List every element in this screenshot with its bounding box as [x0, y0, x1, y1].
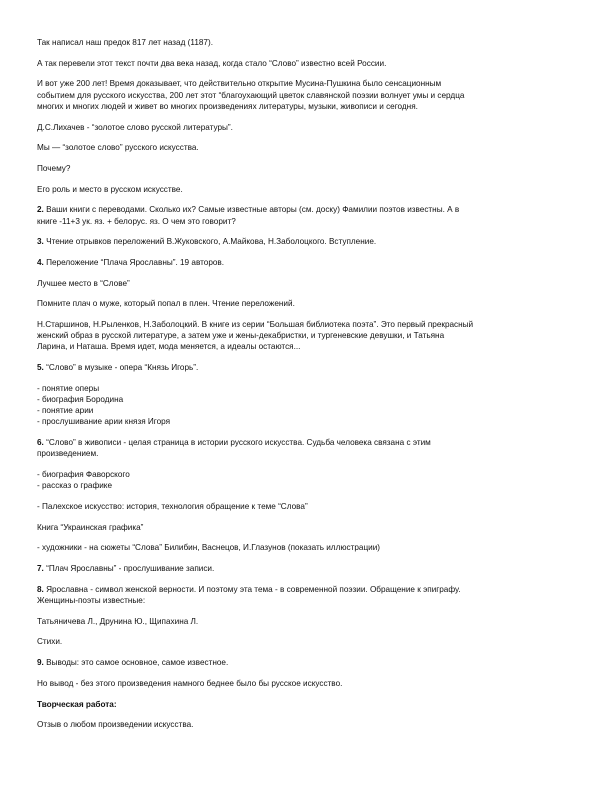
item-text: Ваши книги с переводами. Сколько их? Самые известные авторы (см. доску) Фамилии поэтов известны. А в книге -11+3 ук. яз. + белорус. яз. О чем это говорит? — [37, 205, 460, 226]
paragraph-poets: Татьяничева Л., Друнина Ю., Щипахина Л. — [37, 616, 199, 626]
item-text: “Слово” в живописи - целая страница в истории русского искусства. Судьба человека связана с этим произведением. — [37, 438, 431, 459]
paragraph-conclusion: Но вывод - без этого произведения намного беднее было бы русское искусство. — [37, 678, 343, 688]
item-9-paragraph — [37, 657, 569, 668]
item-2-paragraph — [37, 204, 569, 226]
paragraph-role: Его роль и место в русском искусстве. — [37, 184, 183, 194]
list-item: - биография Бородина — [37, 395, 124, 405]
item-text: “Слово” в музыке - опера “Князь Игорь”. — [43, 363, 199, 373]
paragraph-palekh: - Палехское искусство: история, технология обращение к теме “Слова” — [37, 501, 308, 511]
item-text: Выводы: это самое основное, самое известное. — [43, 658, 229, 668]
list-item: - рассказ о графике — [37, 481, 113, 491]
item-text: Ярославна - символ женской верности. И поэтому эта тема - в современной поэзии. Обращение к эпиграфу. Женщины-поэты известные: — [37, 584, 461, 605]
item-number: 3. — [37, 237, 44, 247]
item-8-paragraph — [37, 584, 569, 606]
item-3-paragraph — [37, 236, 569, 247]
paragraph-why: Почему? — [37, 163, 71, 173]
paragraph-review: Отзыв о любом произведении искусства. — [37, 720, 194, 730]
item-number: 4. — [37, 257, 44, 267]
item-text: Переложение “Плача Ярославны”. 19 авторов. — [43, 257, 225, 267]
paragraph-book: Книга “Украинская графика” — [37, 522, 144, 532]
paragraph-lament: Помните плач о муже, который попал в плен. Чтение переложений. — [37, 299, 295, 309]
paragraph-female-image: Н.Старшинов, Н.Рыленков, Н.Заболоцкий. В книге из серии “Большая библиотека поэта”. Это первый прекрасный женский образ в русской литературе, а затем уже и жены-декабристки, и тургеневские девушки, и Татьяна Ларина, и Наташа. Время идет, мода меняется, а идеалы остаются... — [37, 320, 474, 352]
document-page — [37, 37, 569, 740]
paragraph-translation: А так перевели этот текст почти два века назад, когда стало “Слово” известно всей России. — [37, 58, 387, 68]
item-number: 7. — [37, 564, 44, 574]
paragraph-best-place: Лучшее место в “Слове” — [37, 278, 130, 288]
painting-list — [37, 469, 569, 491]
item-number: 9. — [37, 658, 44, 668]
music-list — [37, 383, 569, 428]
item-5-paragraph — [37, 362, 569, 373]
item-number: 6. — [37, 438, 44, 448]
list-item: - понятие арии — [37, 406, 94, 416]
item-6-paragraph — [37, 437, 569, 459]
list-item: - понятие оперы — [37, 383, 100, 393]
paragraph-likhachev: Д.С.Лихачев - “золотое слово русской литературы”. — [37, 122, 233, 132]
paragraph-artists: - художники - на сюжеты “Слова” Билибин, Васнецов, И.Глазунов (показать иллюстрации) — [37, 543, 381, 553]
paragraph-ancestor-quote: Так написал наш предок 817 лет назад (1187). — [37, 38, 213, 47]
item-4-paragraph — [37, 257, 569, 268]
creative-work-heading: Творческая работа: — [37, 699, 117, 709]
list-item: - прослушивание арии князя Игоря — [37, 417, 171, 427]
paragraph-200-years: И вот уже 200 лет! Время доказывает, что действительно открытие Мусина-Пушкина было сенсационным событием для русского искусства, 200 лет этот “благоухающий цветок славянской поэзии волнует умы и сердца многих и многих людей и живет во многих произведениях литературы, музыки, живописи и сегодня. — [37, 79, 465, 111]
item-text: “Плач Ярославны” - прослушивание записи. — [43, 564, 215, 574]
item-number: 2. — [37, 205, 44, 215]
item-7-paragraph — [37, 563, 569, 574]
paragraph-golden-word: Мы — “золотое слово” русского искусства. — [37, 143, 199, 153]
list-item: - биография Фаворского — [37, 470, 130, 480]
item-text: Чтение отрывков переложений В.Жуковского, А.Майкова, Н.Заболоцкого. Вступление. — [43, 237, 377, 247]
paragraph-poems: Стихи. — [37, 637, 63, 647]
item-number: 5. — [37, 363, 44, 373]
item-number: 8. — [37, 584, 44, 594]
